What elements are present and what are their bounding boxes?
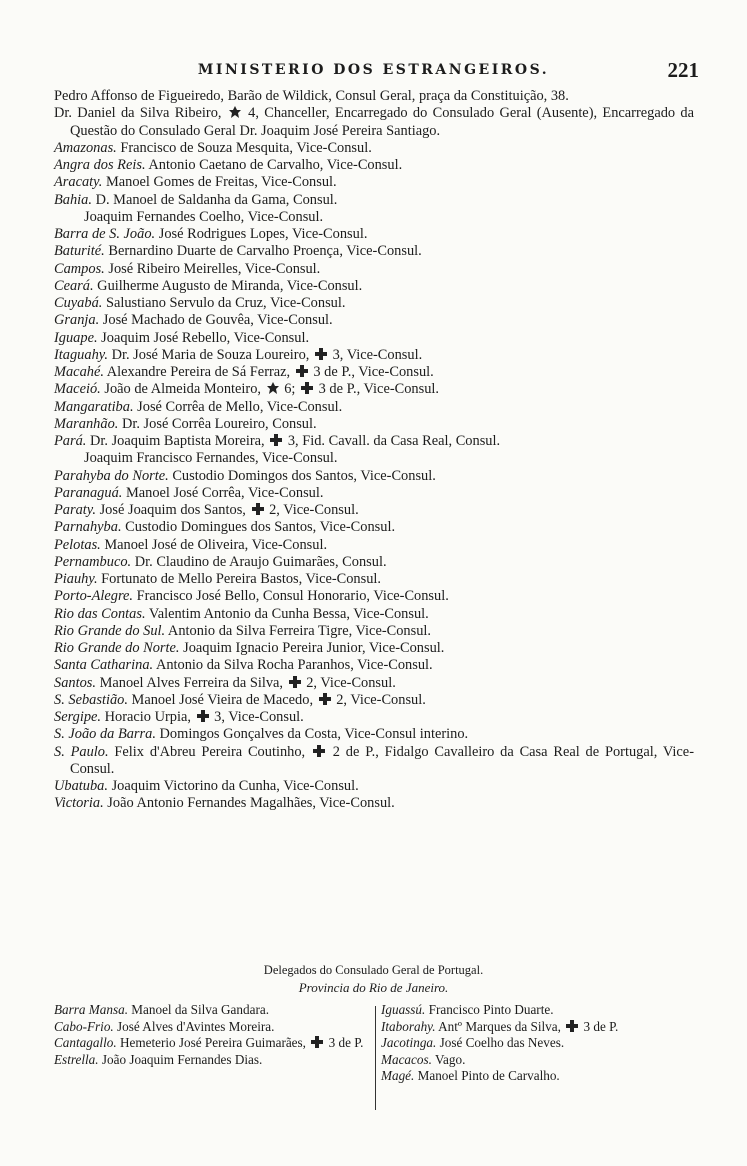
entry-text: Manoel José de Oliveira, Vice-Consul. — [100, 536, 328, 553]
entry-text: 2, Vice-Consul. — [302, 674, 396, 691]
entry-text: Felix d'Abreu Pereira Coutinho, — [108, 743, 311, 760]
entry-text: Antonio da Silva Ferreira Tigre, Vice-Consul. — [165, 622, 431, 639]
entry-text: Salustiano Servulo da Cruz, Vice-Consul. — [102, 295, 346, 311]
entry-place: S. João da Barra. — [54, 726, 156, 743]
order-cross-icon — [251, 502, 265, 516]
entry-place: Rio Grande do Norte. — [54, 640, 180, 656]
list-item — [54, 744, 694, 779]
list-item — [54, 416, 694, 433]
list-item — [54, 588, 694, 605]
list-item — [54, 105, 694, 140]
consulate-list — [54, 88, 694, 813]
entry-text: Custodio Domingues dos Santos, Vice-Consul. — [121, 519, 396, 536]
entry-text: Joaquim Victorino da Cunha, Vice-Consul. — [107, 778, 359, 794]
order-cross-icon — [314, 347, 328, 361]
entry-text: Joaquim Ignacio Pereira Junior, Vice-Consul. — [179, 640, 445, 656]
entry-place: Sergipe. — [54, 709, 102, 725]
entry-place: S. Paulo. — [54, 743, 109, 760]
list-item — [381, 1052, 703, 1069]
entry-text: Antonio Caetano de Carvalho, Vice-Consul. — [145, 157, 403, 173]
list-item — [54, 675, 694, 692]
entry-text: 6; — [280, 381, 300, 398]
entry-place: Parnahyba. — [54, 519, 122, 536]
entry-place: Santa Catharina. — [54, 657, 154, 674]
entry-place: Iguape. — [54, 329, 98, 346]
list-item — [381, 1002, 703, 1019]
entry-text: 3, Vice-Consul. — [210, 709, 304, 725]
list-item — [54, 330, 694, 347]
entry-text: Valentim Antonio da Cunha Bessa, Vice-Consul. — [145, 605, 429, 622]
entry-text: 3 de P. — [325, 1035, 364, 1050]
running-head: MINISTERIO DOS ESTRANGEIROS. — [197, 62, 550, 78]
section-title: Delegados do Consulado Geral de Portugal. — [263, 963, 484, 977]
entry-text: 3 de P. — [580, 1018, 619, 1034]
list-item — [54, 88, 694, 105]
order-cross-icon — [288, 675, 302, 689]
entry-text: Manoel José Vieira de Macedo, — [127, 691, 317, 708]
entry-text: 2, Vice-Consul. — [265, 502, 359, 518]
entry-place: Parahyba do Norte. — [54, 467, 169, 484]
entry-place: Baturité. — [54, 243, 105, 260]
entry-place: Granja. — [54, 312, 100, 329]
entry-text: Antº Marques da Silva, — [435, 1018, 565, 1034]
order-cross-icon — [295, 364, 309, 378]
list-item — [54, 209, 694, 226]
entry-text: Dr. José Corrêa Loureiro, Consul. — [118, 415, 317, 432]
entry-text: Antonio da Silva Rocha Paranhos, Vice-Consul. — [153, 657, 433, 674]
entry-text: 3 de P., Vice-Consul. — [315, 381, 439, 398]
entry-text: Vago. — [431, 1051, 466, 1067]
entry-place: Cuyabá. — [54, 295, 103, 311]
order-cross-icon — [196, 709, 210, 723]
order-cross-icon — [565, 1019, 579, 1033]
list-item — [54, 433, 694, 450]
entry-place: Cantagallo. — [54, 1035, 117, 1050]
list-item — [54, 640, 694, 657]
entry-text: Guilherme Augusto de Miranda, Vice-Consul. — [93, 277, 363, 294]
list-item — [54, 278, 694, 295]
order-cross-icon — [312, 744, 326, 758]
list-item — [54, 1035, 374, 1052]
entry-text: Joaquim José Rebello, Vice-Consul. — [97, 329, 310, 346]
list-item — [54, 381, 694, 398]
order-cross-icon — [310, 1035, 324, 1049]
entry-text: 3 de P., Vice-Consul. — [309, 364, 434, 380]
entry-text: 4, Chanceller, Encarregado do Consulado Geral (Ausente), Encarregado da Questão do Consulado Geral Dr. Joaquim José Pereira Santiago. — [70, 105, 694, 139]
list-item — [54, 554, 694, 571]
entry-place: Aracaty. — [54, 174, 103, 191]
list-item — [54, 537, 694, 554]
entry-text: Manoel José Corrêa, Vice-Consul. — [122, 484, 324, 501]
order-cross-icon — [318, 692, 332, 706]
entry-place: Rio das Contas. — [54, 605, 146, 622]
list-item — [54, 795, 694, 812]
entry-text: Pedro Affonso de Figueiredo, Barão de Wildick, Consul Geral, praça da Constituição, 38. — [54, 88, 569, 104]
entry-place: Amazonas. — [54, 139, 117, 156]
entry-place: Rio Grande do Sul. — [54, 622, 166, 639]
list-item — [54, 226, 694, 243]
list-item — [54, 399, 694, 416]
list-item — [54, 364, 694, 381]
entry-place: Paranaguá. — [54, 484, 123, 501]
order-cross-icon — [300, 381, 314, 395]
delegados-columns — [54, 1002, 704, 1112]
entry-text: Alexandre Pereira de Sá Ferraz, — [103, 364, 294, 380]
entry-text: José Ribeiro Meirelles, Vice-Consul. — [104, 260, 321, 277]
entry-text: Dr. Daniel da Silva Ribeiro, — [54, 105, 227, 122]
list-item — [54, 485, 694, 502]
list-item — [54, 657, 694, 674]
entry-text: José Corrêa de Mello, Vice-Consul. — [133, 398, 343, 415]
entry-text: Joaquim Fernandes Coelho, Vice-Consul. — [84, 208, 324, 225]
entry-text: Manoel Alves Ferreira da Silva, — [95, 674, 287, 691]
entry-place: Ceará. — [54, 277, 94, 294]
entry-text: 2 de P., Fidalgo Cavalleiro da Casa Real de Portugal, Vice-Consul. — [70, 743, 694, 777]
entry-text: Francisco José Bello, Consul Honorario, Vice-Consul. — [133, 588, 449, 605]
entry-place: Ubatuba. — [54, 778, 108, 794]
entry-place: Mangaratiba. — [54, 398, 134, 415]
section-subtitle: Provincia do Rio de Janeiro. — [298, 980, 449, 995]
entry-place: Paraty. — [54, 502, 96, 518]
page-header — [0, 58, 747, 88]
list-item — [54, 692, 694, 709]
delegados-heading — [0, 962, 747, 997]
entry-text: José Machado de Gouvêa, Vice-Consul. — [99, 312, 333, 329]
list-item — [54, 450, 694, 467]
entry-text: 2, Vice-Consul. — [332, 691, 426, 708]
entry-text: Custodio Domingos dos Santos, Vice-Consul. — [168, 467, 436, 484]
entry-text: Dr. Claudino de Araujo Guimarães, Consul. — [131, 553, 387, 570]
entry-text: José Coelho das Neves. — [436, 1035, 565, 1050]
list-item — [54, 726, 694, 743]
list-item — [54, 778, 694, 795]
entry-place: S. Sebastião. — [54, 691, 128, 708]
list-item — [54, 1052, 374, 1069]
list-item — [54, 174, 694, 191]
entry-place: Pará. — [54, 433, 87, 449]
entry-place: Jacotinga. — [381, 1035, 437, 1050]
entry-text: Francisco Pinto Duarte. — [425, 1002, 554, 1017]
entry-text: Manoel da Silva Gandara. — [128, 1002, 269, 1017]
entry-place: Santos. — [54, 674, 96, 691]
entry-place: Magé. — [381, 1068, 415, 1083]
decoration-medal-icon — [266, 381, 280, 395]
list-item — [54, 140, 694, 157]
list-item — [381, 1019, 703, 1036]
entry-text: Joaquim Francisco Fernandes, Vice-Consul. — [84, 450, 338, 467]
list-item — [54, 519, 694, 536]
entry-place: Campos. — [54, 260, 105, 277]
entry-place: Piauhy. — [54, 571, 98, 587]
entry-place: Pelotas. — [54, 536, 101, 553]
entry-text: Dr. Joaquim Baptista Moreira, — [86, 433, 269, 449]
page-number: 221 — [667, 58, 699, 82]
list-item — [54, 347, 694, 364]
entry-text: Hemeterio José Pereira Guimarães, — [116, 1035, 310, 1050]
list-item — [54, 468, 694, 485]
entry-text: Horacio Urpia, — [101, 709, 195, 725]
entry-place: Estrella. — [54, 1051, 99, 1067]
entry-text: 3, Vice-Consul. — [328, 346, 423, 363]
entry-text: João Joaquim Fernandes Dias. — [98, 1051, 263, 1067]
right-column — [381, 1002, 703, 1085]
entry-text: 3, Fid. Cavall. da Casa Real, Consul. — [284, 433, 501, 449]
list-item — [381, 1035, 703, 1052]
entry-text: João de Almeida Monteiro, — [100, 381, 265, 398]
column-divider — [375, 1006, 376, 1110]
decoration-medal-icon — [228, 105, 242, 119]
list-item — [54, 606, 694, 623]
entry-text: Fortunato de Mello Pereira Bastos, Vice-Consul. — [97, 571, 382, 587]
entry-text: Manoel Gomes de Freitas, Vice-Consul. — [102, 174, 337, 191]
entry-text: José Alves d'Avintes Moreira. — [113, 1018, 275, 1034]
order-cross-icon — [269, 433, 283, 447]
entry-place: Iguassú. — [381, 1002, 426, 1017]
entry-place: Bahia. — [54, 191, 92, 208]
left-column — [54, 1002, 374, 1068]
entry-text: Francisco de Souza Mesquita, Vice-Consul. — [116, 139, 372, 156]
entry-text: Bernardino Duarte de Carvalho Proença, Vice-Consul. — [104, 243, 422, 260]
list-item — [54, 571, 694, 588]
list-item — [54, 312, 694, 329]
list-item — [54, 1002, 374, 1019]
entry-place: Cabo-Frio. — [54, 1018, 114, 1034]
entry-place: Itaguahy. — [54, 346, 108, 363]
list-item — [54, 261, 694, 278]
list-item — [54, 295, 694, 312]
list-item — [381, 1068, 703, 1085]
list-item — [54, 157, 694, 174]
entry-text: José Rodrigues Lopes, Vice-Consul. — [155, 226, 368, 242]
list-item — [54, 1019, 374, 1036]
entry-place: Barra Mansa. — [54, 1002, 128, 1017]
entry-place: Angra dos Reis. — [54, 157, 146, 173]
list-item — [54, 623, 694, 640]
entry-text: Dr. José Maria de Souza Loureiro, — [107, 346, 313, 363]
entry-place: Macahé. — [54, 364, 104, 380]
list-item — [54, 502, 694, 519]
entry-place: Macacos. — [381, 1051, 432, 1067]
entry-text: D. Manoel de Saldanha da Gama, Consul. — [91, 191, 338, 208]
entry-text: José Joaquim dos Santos, — [95, 502, 250, 518]
entry-place: Itaborahy. — [381, 1018, 436, 1034]
list-item — [54, 243, 694, 260]
entry-place: Porto-Alegre. — [54, 588, 133, 605]
entry-text: Domingos Gonçalves da Costa, Vice-Consul interino. — [155, 726, 469, 743]
entry-text: João Antonio Fernandes Magalhães, Vice-Consul. — [103, 795, 395, 812]
entry-place: Pernambuco. — [54, 553, 132, 570]
entry-place: Barra de S. João. — [54, 226, 156, 242]
list-item — [54, 192, 694, 209]
entry-place: Maranhão. — [54, 415, 119, 432]
entry-place: Victoria. — [54, 795, 104, 812]
entry-place: Maceió. — [54, 381, 101, 398]
list-item — [54, 709, 694, 726]
entry-text: Manoel Pinto de Carvalho. — [414, 1068, 560, 1083]
